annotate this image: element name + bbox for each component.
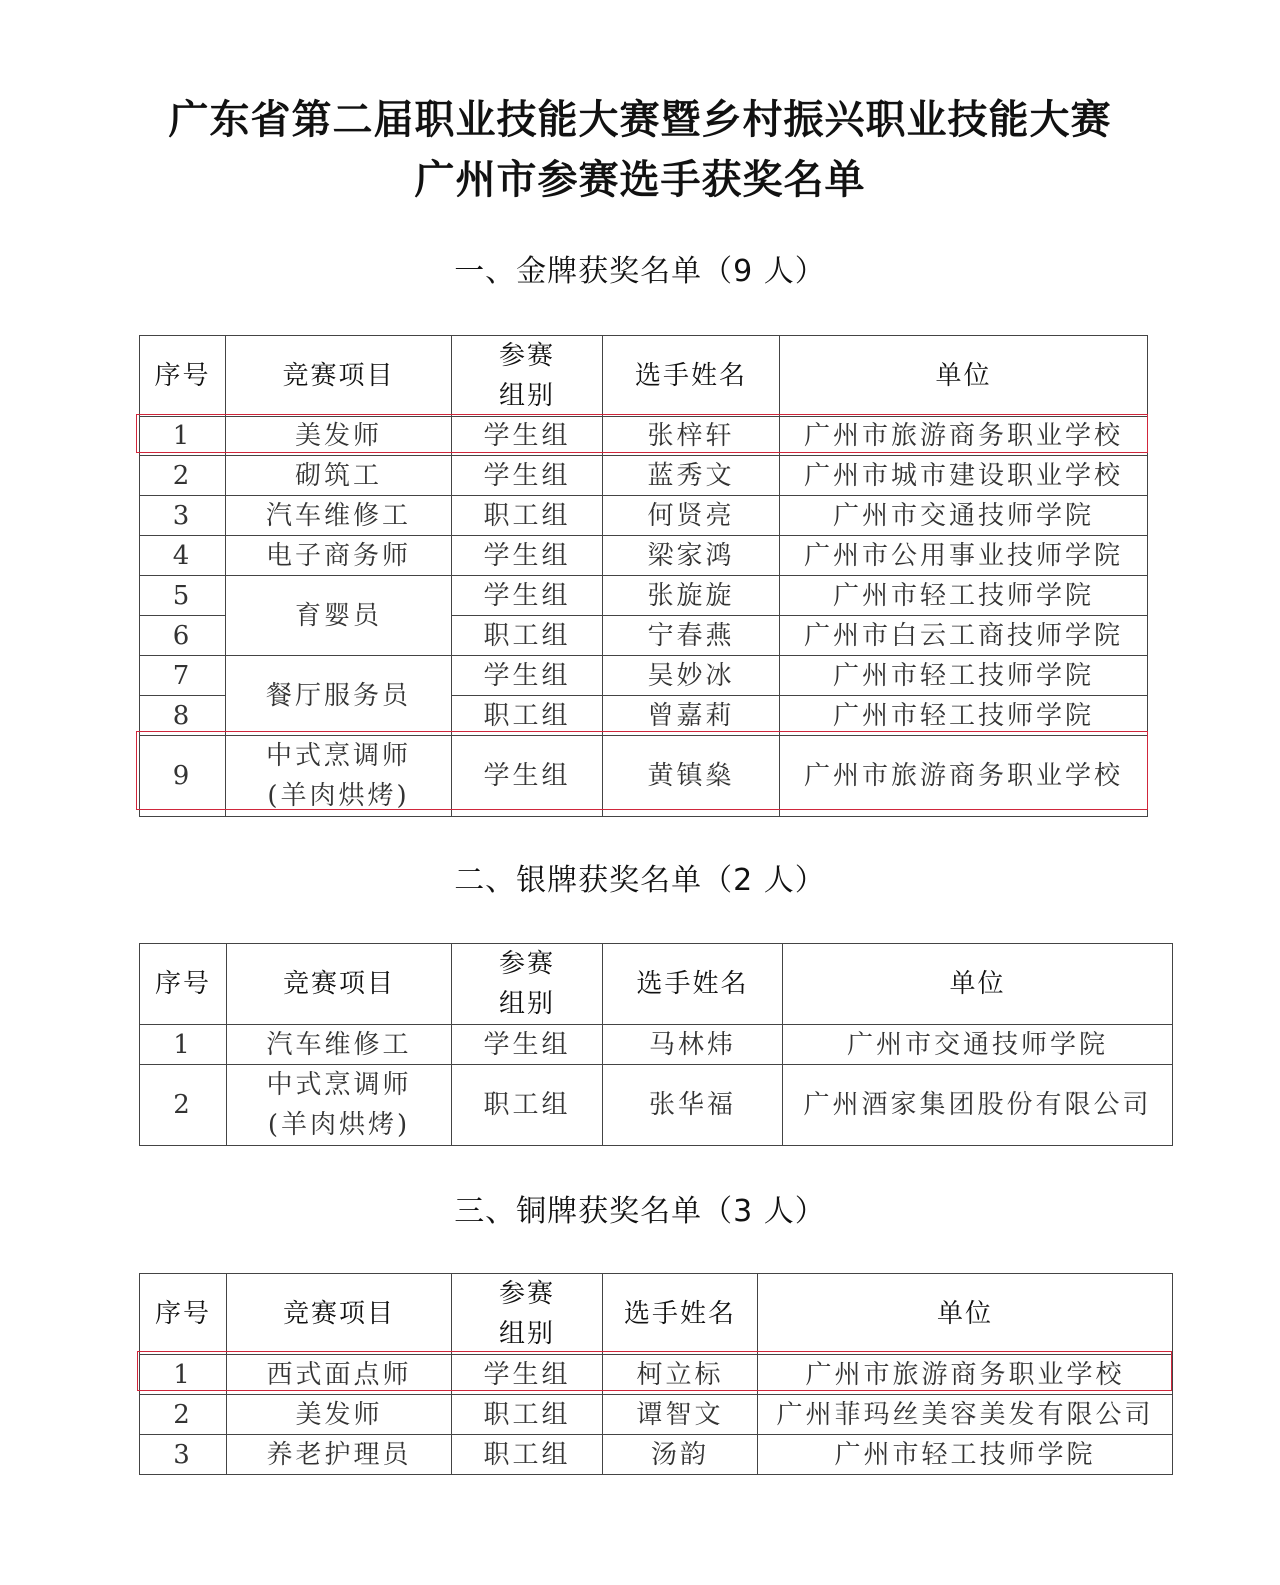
table-row bbox=[140, 1435, 1173, 1475]
cell-no: 3 bbox=[140, 496, 226, 536]
cell-no: 2 bbox=[140, 1395, 227, 1435]
header-event: 竞赛项目 bbox=[227, 944, 452, 1025]
cell-unit: 广州市旅游商务职业学校 bbox=[758, 1355, 1173, 1395]
header-event: 竞赛项目 bbox=[227, 1274, 452, 1355]
cell-group: 学生组 bbox=[452, 1355, 603, 1395]
cell-no: 6 bbox=[140, 616, 226, 656]
cell-unit: 广州市白云工商技师学院 bbox=[780, 616, 1148, 656]
header-no: 序号 bbox=[140, 944, 227, 1025]
cell-name: 谭智文 bbox=[603, 1395, 758, 1435]
table-row bbox=[140, 496, 1148, 536]
cell-unit: 广州市交通技师学院 bbox=[780, 496, 1148, 536]
table-row bbox=[140, 1025, 1173, 1065]
header-group: 参赛 组别 bbox=[452, 944, 603, 1025]
cell-group: 学生组 bbox=[452, 1025, 603, 1065]
cell-unit: 广州市轻工技师学院 bbox=[780, 656, 1148, 696]
table-row bbox=[140, 576, 1148, 616]
cell-event: 育婴员 bbox=[226, 576, 452, 656]
cell-event: 美发师 bbox=[226, 417, 452, 456]
table-row bbox=[140, 1355, 1173, 1395]
cell-group: 学生组 bbox=[452, 576, 603, 616]
header-name: 选手姓名 bbox=[603, 336, 780, 417]
header-group: 参赛 组别 bbox=[452, 1274, 603, 1355]
table-row bbox=[140, 736, 1148, 817]
cell-group: 职工组 bbox=[452, 1435, 603, 1475]
table-row bbox=[140, 656, 1148, 696]
cell-no: 3 bbox=[140, 1435, 227, 1475]
cell-name: 张旋旋 bbox=[603, 576, 780, 616]
cell-unit: 广州酒家集团股份有限公司 bbox=[783, 1065, 1173, 1146]
cell-unit: 广州市交通技师学院 bbox=[783, 1025, 1173, 1065]
cell-unit: 广州市旅游商务职业学校 bbox=[780, 417, 1148, 456]
cell-unit: 广州市轻工技师学院 bbox=[780, 696, 1148, 736]
header-unit: 单位 bbox=[758, 1274, 1173, 1355]
cell-group: 职工组 bbox=[452, 696, 603, 736]
header-no: 序号 bbox=[140, 336, 226, 417]
cell-no: 7 bbox=[140, 656, 226, 696]
cell-group: 学生组 bbox=[452, 736, 603, 817]
header-group: 参赛 组别 bbox=[452, 336, 603, 417]
cell-event: 餐厅服务员 bbox=[226, 656, 452, 736]
gold-section-heading: 一、金牌获奖名单（9 人） bbox=[454, 254, 826, 289]
cell-group: 职工组 bbox=[452, 496, 603, 536]
cell-event: 西式面点师 bbox=[227, 1355, 452, 1395]
cell-event: 中式烹调师 (羊肉烘烤) bbox=[227, 1065, 452, 1146]
table-row bbox=[140, 1065, 1173, 1146]
cell-no: 1 bbox=[140, 1355, 227, 1395]
header-event: 竞赛项目 bbox=[226, 336, 452, 417]
bronze-section-heading: 三、铜牌获奖名单（3 人） bbox=[454, 1194, 826, 1229]
cell-name: 何贤亮 bbox=[603, 496, 780, 536]
cell-group: 职工组 bbox=[452, 1065, 603, 1146]
cell-name: 黄镇燊 bbox=[603, 736, 780, 817]
cell-event: 汽车维修工 bbox=[227, 1025, 452, 1065]
cell-group: 学生组 bbox=[452, 456, 603, 496]
cell-group: 职工组 bbox=[452, 616, 603, 656]
cell-event: 中式烹调师 (羊肉烘烤) bbox=[226, 736, 452, 817]
table-header-row bbox=[140, 944, 1173, 1025]
cell-unit: 广州市轻工技师学院 bbox=[758, 1435, 1173, 1475]
cell-group: 学生组 bbox=[452, 656, 603, 696]
cell-unit: 广州菲玛丝美容美发有限公司 bbox=[758, 1395, 1173, 1435]
header-name: 选手姓名 bbox=[603, 1274, 758, 1355]
cell-group: 学生组 bbox=[452, 536, 603, 576]
table-header-row bbox=[140, 1274, 1173, 1355]
bronze-medal-table bbox=[139, 1273, 1173, 1475]
header-no: 序号 bbox=[140, 1274, 227, 1355]
cell-name: 蓝秀文 bbox=[603, 456, 780, 496]
header-unit: 单位 bbox=[780, 336, 1148, 417]
cell-name: 吴妙冰 bbox=[603, 656, 780, 696]
cell-name: 汤韵 bbox=[603, 1435, 758, 1475]
cell-group: 职工组 bbox=[452, 1395, 603, 1435]
cell-unit: 广州市旅游商务职业学校 bbox=[780, 736, 1148, 817]
cell-name: 马林炜 bbox=[603, 1025, 783, 1065]
cell-unit: 广州市城市建设职业学校 bbox=[780, 456, 1148, 496]
cell-no: 9 bbox=[140, 736, 226, 817]
cell-event: 养老护理员 bbox=[227, 1435, 452, 1475]
document-subtitle: 广州市参赛选手获奖名单 bbox=[414, 157, 866, 203]
table-row bbox=[140, 536, 1148, 576]
cell-no: 1 bbox=[140, 1025, 227, 1065]
table-row bbox=[140, 1395, 1173, 1435]
cell-unit: 广州市公用事业技师学院 bbox=[780, 536, 1148, 576]
cell-unit: 广州市轻工技师学院 bbox=[780, 576, 1148, 616]
cell-no: 4 bbox=[140, 536, 226, 576]
header-name: 选手姓名 bbox=[603, 944, 783, 1025]
cell-name: 张华福 bbox=[603, 1065, 783, 1146]
table-row bbox=[140, 417, 1148, 456]
table-row bbox=[140, 456, 1148, 496]
gold-medal-table bbox=[139, 335, 1148, 817]
cell-no: 5 bbox=[140, 576, 226, 616]
table-header-row bbox=[140, 336, 1148, 417]
cell-event: 电子商务师 bbox=[226, 536, 452, 576]
cell-no: 2 bbox=[140, 1065, 227, 1146]
cell-event: 美发师 bbox=[227, 1395, 452, 1435]
cell-no: 2 bbox=[140, 456, 226, 496]
cell-no: 8 bbox=[140, 696, 226, 736]
silver-section-heading: 二、银牌获奖名单（2 人） bbox=[454, 863, 826, 898]
cell-no: 1 bbox=[140, 417, 226, 456]
silver-medal-table bbox=[139, 943, 1173, 1146]
cell-name: 宁春燕 bbox=[603, 616, 780, 656]
header-unit: 单位 bbox=[783, 944, 1173, 1025]
cell-name: 曾嘉莉 bbox=[603, 696, 780, 736]
cell-name: 张梓轩 bbox=[603, 417, 780, 456]
cell-event: 砌筑工 bbox=[226, 456, 452, 496]
cell-name: 柯立标 bbox=[603, 1355, 758, 1395]
cell-event: 汽车维修工 bbox=[226, 496, 452, 536]
cell-group: 学生组 bbox=[452, 417, 603, 456]
document-title: 广东省第二届职业技能大赛暨乡村振兴职业技能大赛 bbox=[168, 97, 1112, 143]
cell-name: 梁家鸿 bbox=[603, 536, 780, 576]
